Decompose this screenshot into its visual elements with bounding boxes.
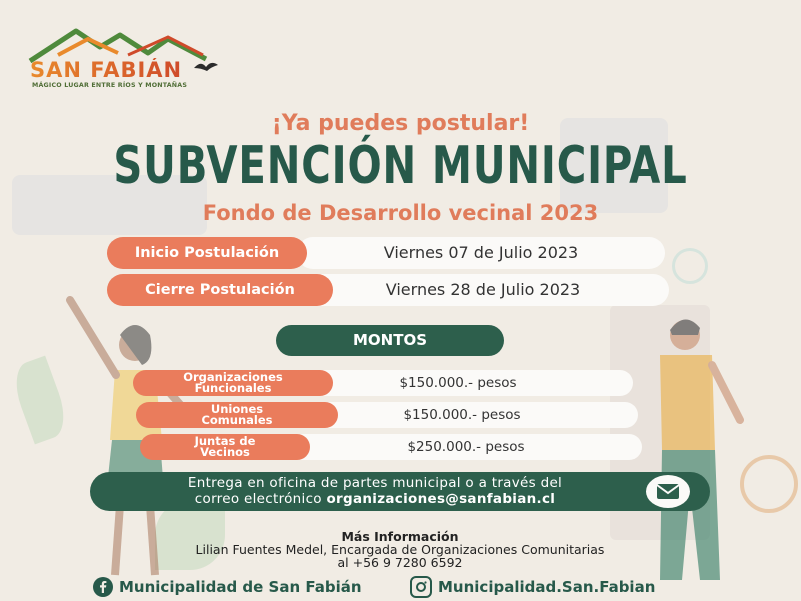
info-phone: al +56 9 7280 6592 xyxy=(337,555,463,570)
amount-label-line2: Funcionales xyxy=(194,381,272,395)
mail-icon xyxy=(646,475,690,508)
main-title: SUBVENCIÓN MUNICIPAL xyxy=(113,136,688,196)
amount-value: $250.000.- pesos xyxy=(290,434,642,460)
montos-heading: MONTOS xyxy=(276,325,504,356)
delivery-text xyxy=(120,475,630,507)
amount-label-line2: Vecinos xyxy=(200,445,250,459)
logo-name: SAN FABIÁN xyxy=(30,58,183,82)
amount-label-line1: Organizaciones xyxy=(183,370,283,384)
instagram-link[interactable] xyxy=(410,576,655,598)
amount-value: $150.000.- pesos xyxy=(286,402,638,428)
delivery-line1: Entrega en oficina de partes municipal o a través del xyxy=(187,475,563,491)
delivery-line2 xyxy=(120,491,630,507)
bg-swirl-small xyxy=(672,248,708,284)
amount-row-comunales xyxy=(136,402,638,428)
end-date-value: Viernes 28 de Julio 2023 xyxy=(297,274,669,306)
facebook-link[interactable] xyxy=(93,576,362,598)
amount-label-line2: Comunales xyxy=(201,413,273,427)
end-date-row xyxy=(107,274,669,306)
delivery-banner xyxy=(90,472,710,511)
start-date-label: Inicio Postulación xyxy=(107,237,307,269)
amount-label xyxy=(136,402,338,428)
instagram-icon xyxy=(410,576,432,598)
amount-label-line1: Juntas de xyxy=(194,434,256,448)
logo-tagline: MÁGICO LUGAR ENTRE RÍOS Y MONTAÑAS xyxy=(32,82,188,89)
start-date-value: Viernes 07 de Julio 2023 xyxy=(297,237,665,269)
facebook-icon xyxy=(93,577,113,597)
facebook-handle: Municipalidad de San Fabián xyxy=(119,578,362,596)
amount-value: $150.000.- pesos xyxy=(283,370,633,396)
info-contact: Lilian Fuentes Medel, Encargada de Organizaciones Comunitarias xyxy=(195,542,605,557)
amount-row-funcionales xyxy=(133,370,633,396)
more-info xyxy=(130,530,670,569)
end-date-label: Cierre Postulación xyxy=(107,274,333,306)
info-heading: Más Información xyxy=(341,529,459,544)
amount-label xyxy=(140,434,310,460)
san-fabian-logo xyxy=(28,25,228,97)
instagram-handle: Municipalidad.San.Fabian xyxy=(438,578,656,596)
amount-row-vecinos xyxy=(140,434,642,460)
delivery-email[interactable]: organizaciones@sanfabian.cl xyxy=(326,491,556,507)
start-date-row xyxy=(107,237,665,269)
condor-icon xyxy=(193,59,219,75)
delivery-prefix: correo electrónico xyxy=(194,491,322,507)
fund-title: Fondo de Desarrollo vecinal 2023 xyxy=(202,201,599,225)
amount-label xyxy=(133,370,333,396)
amount-label-line1: Uniones xyxy=(210,402,264,416)
subtitle: ¡Ya puedes postular! xyxy=(271,111,530,136)
